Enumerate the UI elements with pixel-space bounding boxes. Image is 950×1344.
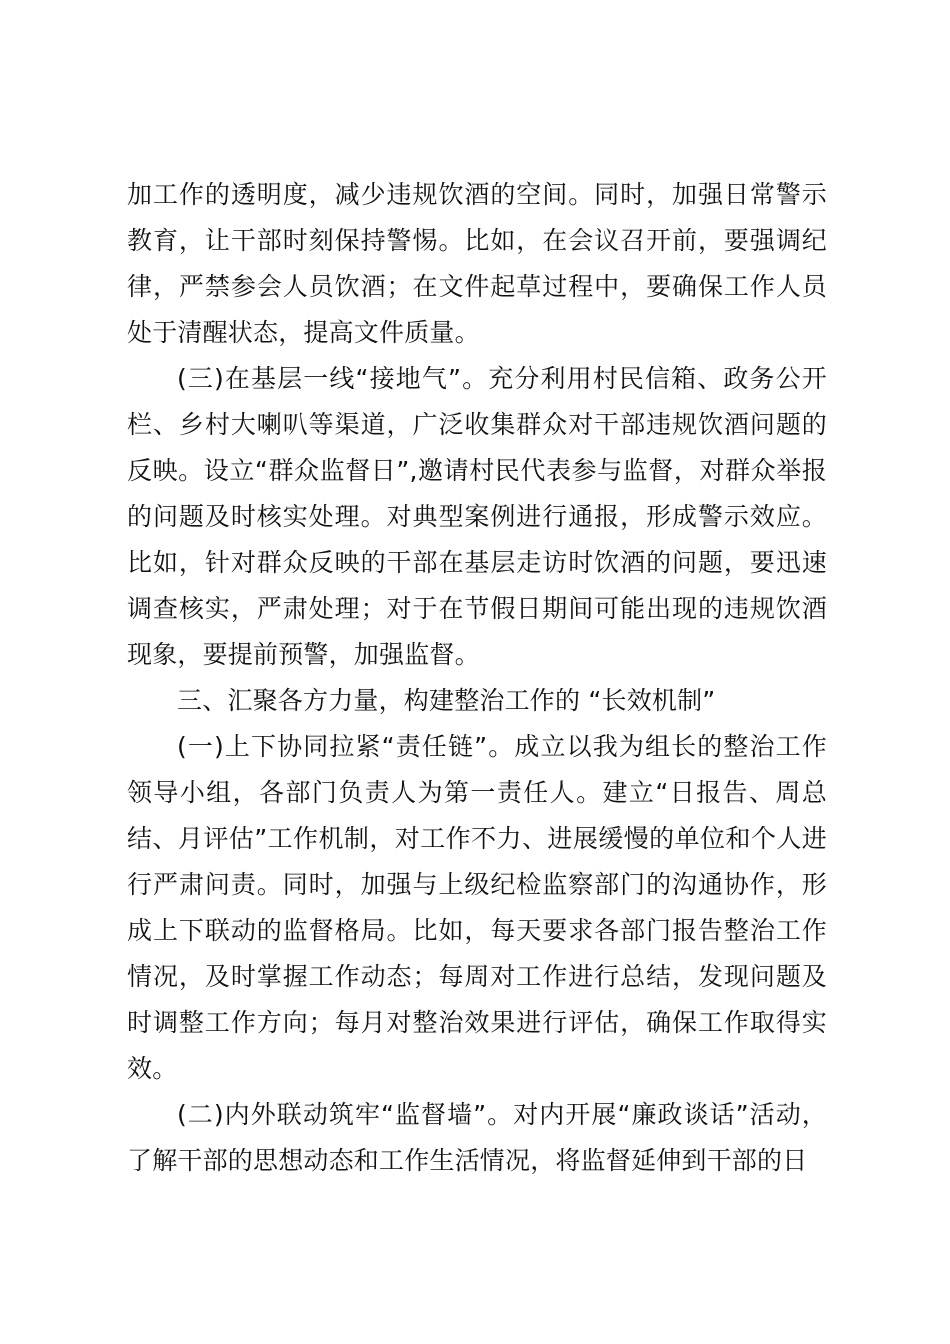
paragraph-supervision-wall: (二)内外联动筑牢“监督墙”。对内开展“廉政谈话”活动，了解干部的思想动态和工作生活情况，将监督延伸到干部的日 (127, 1100, 827, 1175)
paragraph-grassroots: (三)在基层一线“接地气”。充分利用村民信箱、政务公开栏、乡村大喇叭等渠道，广泛收集群众对干部违规饮酒问题的反映。设立“群众监督日”,邀请村民代表参与监督，对群众举报的问题及时核实处理。对典型案例进行通报，形成警示效应。比如，针对群众反映的干部在基层走访时饮酒的问题，要迅速调查核实，严肃处理；对于在节假日期间可能出现的违规饮酒现象，要提前预警，加强监督。 (127, 364, 827, 669)
paragraph-responsibility-chain: (一)上下协同拉紧“责任链”。成立以我为组长的整治工作领导小组，各部门负责人为第一责任人。建立“日报告、周总结、月评估”工作机制，对工作不力、进展缓慢的单位和个人进行严肃问责。同时，加强与上级纪检监察部门的沟通协作，形成上下联动的监督格局。比如，每天要求各部门报告整治工作情况，及时掌握工作动态；每周对工作进行总结，发现问题及时调整工作方向；每月对整治效果进行评估，确保工作取得实效。 (127, 732, 827, 1083)
document-body (127, 172, 827, 1184)
paragraph-continuation: 加工作的透明度，减少违规饮酒的空间。同时，加强日常警示教育，让干部时刻保持警惕。比如，在会议召开前，要强调纪律，严禁参会人员饮酒；在文件起草过程中，要确保工作人员处于清醒状态，提高文件质量。 (127, 180, 827, 347)
section-heading: 三、汇聚各方力量，构建整治工作的 “长效机制” (177, 686, 716, 715)
